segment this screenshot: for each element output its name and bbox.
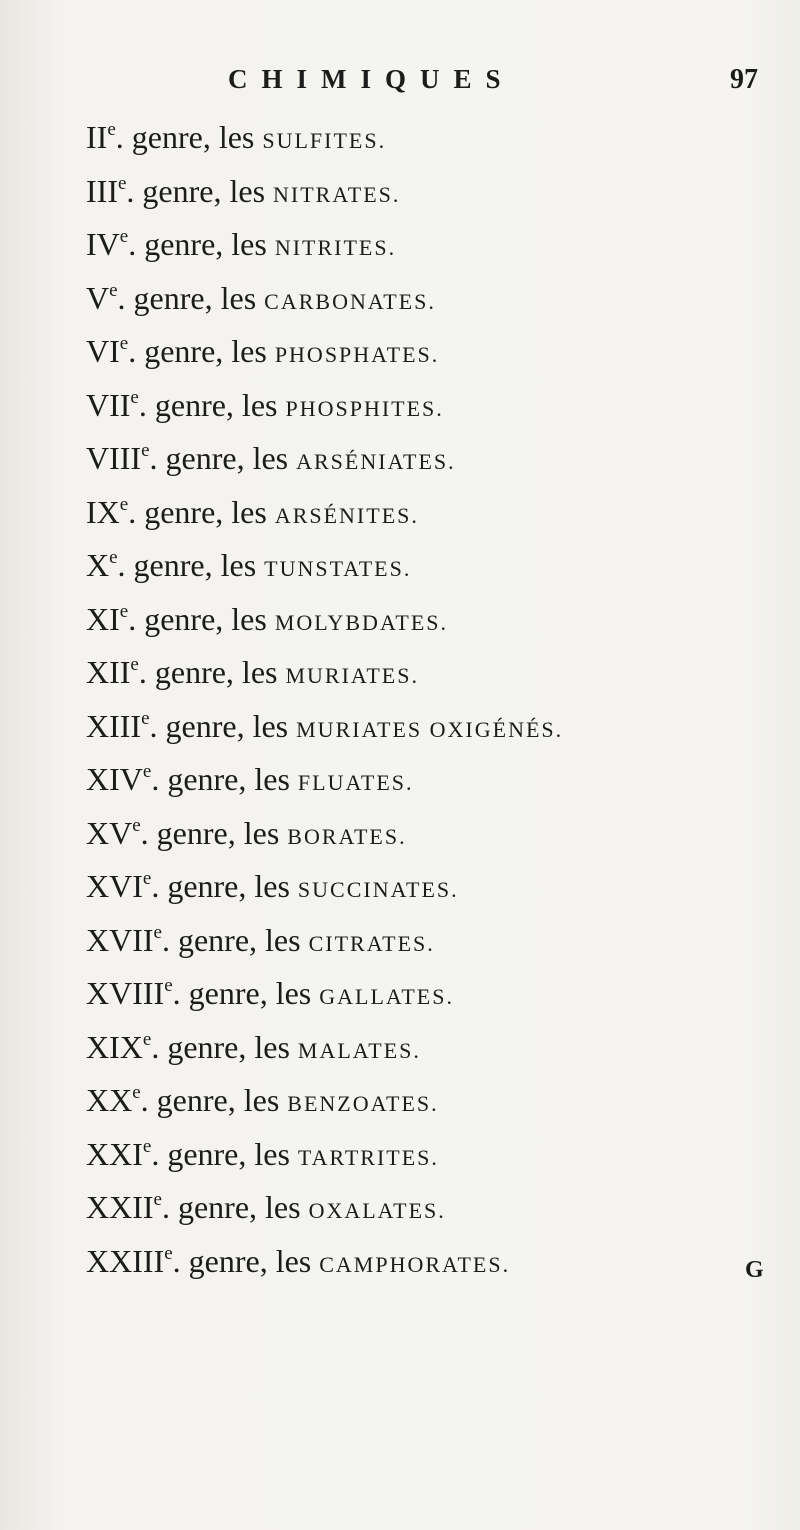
genre-ordinal: XVIIe <box>86 921 162 958</box>
salt-name: SUCCINATES. <box>297 877 459 902</box>
salt-name: NITRATES. <box>273 181 401 207</box>
genre-ordinal: XXIIIe <box>86 1242 173 1279</box>
genre-text: . genre, les <box>151 1028 298 1065</box>
genre-ordinal: XVIIIe <box>86 975 173 1011</box>
genre-ordinal: XXe <box>86 1082 141 1118</box>
genre-ordinal: XIVe <box>86 761 152 797</box>
genre-entry <box>86 593 776 647</box>
genre-text: . genre, les <box>140 814 288 851</box>
salt-name: PHOSPHITES. <box>285 395 444 421</box>
genre-text: . genre, les <box>128 600 275 637</box>
genre-text: . genre, les <box>161 921 309 958</box>
genre-entry <box>86 1074 776 1128</box>
salt-name: TUNSTATES. <box>264 556 412 581</box>
salt-name: PHOSPHATES. <box>274 342 440 367</box>
salt-name: FLUATES. <box>297 770 414 795</box>
genre-text: . genre, les <box>161 1189 309 1225</box>
genre-entry <box>86 646 776 700</box>
salt-name: GALLATES. <box>319 984 454 1009</box>
genre-entry <box>86 967 776 1021</box>
salt-name: MALATES. <box>297 1037 421 1063</box>
genre-entry <box>86 165 776 219</box>
genre-entry <box>86 325 776 379</box>
genre-text: . genre, les <box>172 975 320 1011</box>
genre-entry <box>86 111 776 165</box>
genre-entry <box>86 860 776 914</box>
salt-name: OXALATES. <box>308 1198 446 1223</box>
salt-name: NITRITES. <box>274 235 397 260</box>
genre-entry <box>86 807 776 861</box>
genre-entry <box>86 914 776 968</box>
genre-ordinal: VIIe <box>86 386 139 423</box>
salt-name: ARSÉNITES. <box>274 502 419 528</box>
genre-text: . genre, les <box>151 761 298 797</box>
genre-text: . genre, les <box>172 1242 320 1279</box>
salt-name: ARSÉNIATES. <box>296 449 456 474</box>
genre-ordinal: XIIe <box>86 654 139 690</box>
genre-ordinal: IIe <box>86 119 116 155</box>
genre-entry <box>86 539 776 593</box>
signature-mark: G <box>745 1257 764 1283</box>
genre-text: . genre, les <box>151 1135 298 1172</box>
genre-text: . genre, les <box>128 493 275 530</box>
genre-ordinal: XIe <box>86 600 129 637</box>
salt-name: CARBONATES. <box>264 288 436 314</box>
genre-ordinal: IIIe <box>86 172 127 209</box>
genre-entry <box>86 272 776 326</box>
genre-text: . genre, les <box>117 279 265 316</box>
genre-ordinal: Xe <box>86 547 118 583</box>
genre-entry <box>86 1181 776 1235</box>
running-head <box>0 64 800 104</box>
salt-name: CAMPHORATES. <box>319 1251 511 1277</box>
genre-ordinal: XXIIe <box>86 1189 162 1225</box>
genre-ordinal: XIIIe <box>86 707 150 744</box>
genre-entry <box>86 1128 776 1182</box>
genre-text: . genre, les <box>128 226 275 262</box>
salt-name: SULFITES. <box>262 128 387 153</box>
genre-entry <box>86 753 776 807</box>
salt-name: CITRATES. <box>308 930 435 956</box>
genre-text: . genre, les <box>138 386 286 423</box>
salt-name: MURIATES. <box>285 663 419 688</box>
genre-text: . genre, les <box>115 119 263 155</box>
genre-ordinal: Ve <box>86 279 118 316</box>
genre-list <box>86 111 776 1288</box>
running-title: CHIMIQUES <box>228 64 515 94</box>
genre-text: . genre, les <box>149 440 297 476</box>
genre-entry <box>86 486 776 540</box>
salt-name: MOLYBDATES. <box>274 609 449 635</box>
salt-name: BENZOATES. <box>287 1091 439 1116</box>
salt-name: TARTRITES. <box>297 1144 439 1170</box>
genre-ordinal: VIe <box>86 333 129 369</box>
genre-ordinal: XVe <box>86 814 141 851</box>
genre-ordinal: VIIIe <box>86 440 150 476</box>
salt-name: MURIATES OXIGÉNÉS. <box>296 716 564 742</box>
genre-entry <box>86 379 776 433</box>
genre-entry <box>86 432 776 486</box>
genre-entry <box>86 700 776 754</box>
genre-text: . genre, les <box>151 868 298 904</box>
genre-entry <box>86 218 776 272</box>
genre-entry <box>86 1021 776 1075</box>
genre-text: . genre, les <box>140 1082 288 1118</box>
genre-text: . genre, les <box>149 707 297 744</box>
salt-name: BORATES. <box>287 823 407 849</box>
genre-entry <box>86 1235 776 1289</box>
genre-text: . genre, les <box>117 547 265 583</box>
genre-ordinal: XVIe <box>86 868 152 904</box>
genre-text: . genre, les <box>138 654 286 690</box>
genre-text: . genre, les <box>126 172 274 209</box>
genre-ordinal: IVe <box>86 226 129 262</box>
page-number: 97 <box>730 64 758 95</box>
genre-text: . genre, les <box>128 333 275 369</box>
genre-ordinal: XXIe <box>86 1135 152 1172</box>
genre-ordinal: IXe <box>86 493 129 530</box>
genre-ordinal: XIXe <box>86 1028 152 1065</box>
